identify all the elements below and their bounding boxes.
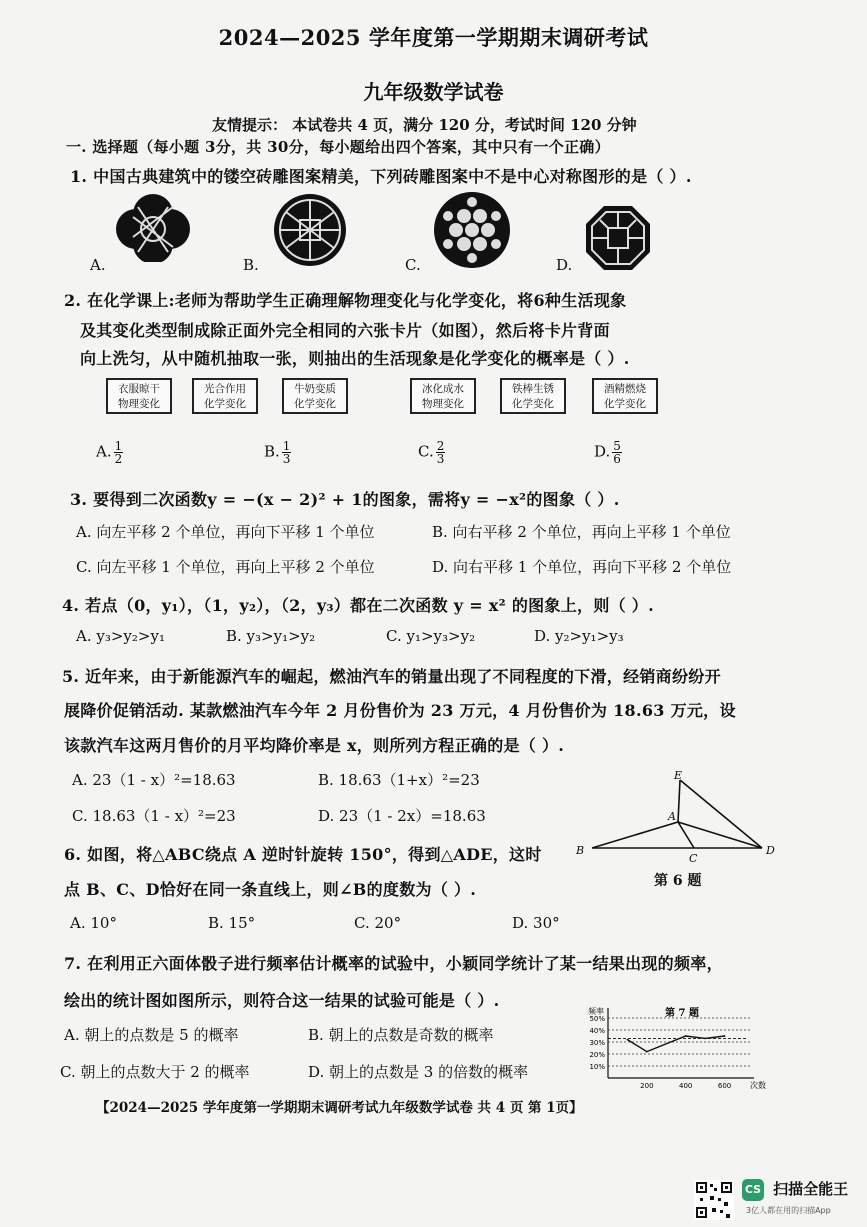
x-tick-label: 400 xyxy=(679,1082,693,1090)
q2-card: 牛奶变质 化学变化 xyxy=(282,378,348,414)
camscanner-logo-icon: CS xyxy=(742,1179,764,1201)
q1-text: 1. 中国古典建筑中的镂空砖雕图案精美，下列砖雕图案中不是中心对称图形的是（ ）. xyxy=(70,167,692,186)
data-point xyxy=(685,1035,687,1037)
q1-label-c: C. xyxy=(405,256,421,274)
q6-option-a: A. 10° xyxy=(70,914,117,932)
q4-option-b: B. y₃>y₁>y₂ xyxy=(226,627,316,645)
y-axis-label: 频率 xyxy=(588,1007,604,1016)
exam-title: 2024—2025 学年度第一学期期末调研考试 xyxy=(218,25,649,50)
q6-option-d: D. 30° xyxy=(512,914,560,932)
scanner-app-name: 扫描全能王 xyxy=(773,1180,849,1198)
q5-option-c: C. 18.63（1 - x）²=23 xyxy=(72,807,236,825)
q6-point-label-c: C xyxy=(689,852,698,865)
q4-option-a: A. y₃>y₂>y₁ xyxy=(76,627,165,645)
q1-label-d: D. xyxy=(556,256,573,274)
q6-line1: 6. 如图，将△ABC绕点 A 逆时针旋转 150°，得到△ADE，这时 xyxy=(64,845,542,864)
q1-label-a: A. xyxy=(90,256,106,274)
q2-card: 冰化成水 物理变化 xyxy=(410,378,476,414)
q5-option-a: A. 23（1 - x）²=18.63 xyxy=(72,771,236,789)
scanner-brand xyxy=(742,1178,848,1201)
q2-card: 衣服晾干 物理变化 xyxy=(106,378,172,414)
q6-point-label-e: E xyxy=(674,770,683,782)
q6-line2: 点 B、C、D恰好在同一条直线上，则∠B的度数为（ ）. xyxy=(64,880,477,899)
scanner-tagline: 3亿人都在用的扫描App xyxy=(746,1206,831,1215)
x-tick-label: 200 xyxy=(640,1082,654,1090)
q7-option-c: C. 朝上的点数大于 2 的概率 xyxy=(60,1063,250,1081)
q6-triangle-figure xyxy=(572,770,782,870)
q4-text: 4. 若点（0，y₁），（1，y₂），（2，y₃）都在二次函数 y = x² 的图象上，则（ ）. xyxy=(62,596,654,615)
q5-line3: 该款汽车这两月售价的月平均降价率是 x，则所列方程正确的是（ ）. xyxy=(64,736,565,755)
q6-option-c: C. 20° xyxy=(354,914,402,932)
q2-option-c: C. $\frac{2}{3}$ xyxy=(418,439,445,466)
q5-line2: 展降价促销活动. 某款燃油汽车今年 2 月份售价为 23 万元，4 月份售价为 18.63 万元，设 xyxy=(64,701,736,720)
q7-option-d: D. 朝上的点数是 3 的倍数的概率 xyxy=(308,1063,529,1081)
q5-option-b: B. 18.63（1+x）²=23 xyxy=(318,771,480,789)
section-heading: 一. 选择题（每小题 3分，共 30分，每小题给出四个答案，其中只有一个正确） xyxy=(66,138,610,156)
exam-subtitle: 九年级数学试卷 xyxy=(363,80,504,104)
q3-option-a: A. 向左平移 2 个单位，再向下平移 1 个单位 xyxy=(76,523,375,541)
x-axis-label: 次数 xyxy=(750,1081,766,1090)
q3-option-c: C. 向左平移 1 个单位，再向上平移 2 个单位 xyxy=(76,558,375,576)
q2-option-d: D. $\frac{5}{6}$ xyxy=(594,439,621,466)
q3-option-b: B. 向右平移 2 个单位，再向上平移 1 个单位 xyxy=(432,523,731,541)
q1-figure-d xyxy=(584,204,652,272)
q7-line1: 7. 在利用正六面体骰子进行频率估计概率的试验中，小颖同学统计了某一结果出现的频率， xyxy=(64,954,723,973)
data-point xyxy=(724,1035,726,1037)
q7-frequency-chart xyxy=(584,1004,770,1096)
y-tick-label: 30% xyxy=(589,1039,605,1047)
y-tick-label: 40% xyxy=(589,1027,605,1035)
q7-option-b: B. 朝上的点数是奇数的概率 xyxy=(308,1026,494,1044)
q7-line2: 绘出的统计图如图所示，则符合这一结果的试验可能是（ ）. xyxy=(64,991,500,1010)
q1-label-b: B. xyxy=(243,256,259,274)
q2-line1: 2. 在化学课上:老师为帮助学生正确理解物理变化与化学变化，将6种生活现象 xyxy=(64,291,627,310)
q3-option-d: D. 向右平移 1 个单位，再向下平移 2 个单位 xyxy=(432,558,732,576)
page-footer: 【2024—2025 学年度第一学期期末调研考试九年级数学试卷 共 4 页 第 1页】 xyxy=(96,1100,583,1116)
y-tick-label: 10% xyxy=(589,1063,605,1071)
q1-figure-c xyxy=(432,190,512,270)
data-point xyxy=(704,1038,706,1040)
exam-tip: 友情提示： 本试卷共 4 页，满分 120 分，考试时间 120 分钟 xyxy=(212,116,637,134)
data-point xyxy=(646,1051,648,1053)
q2-line3: 向上洗匀，从中随机抽取一张，则抽出的生活现象是化学变化的概率是（ ）. xyxy=(80,349,630,368)
q3-text: 3. 要得到二次函数y = −(x − 2)² + 1的图象，需将y = −x²的图象（ ）. xyxy=(70,490,620,509)
x-tick-label: 600 xyxy=(717,1082,732,1090)
q6-point-label-a: A xyxy=(668,810,676,823)
q4-option-c: C. y₁>y₃>y₂ xyxy=(386,627,476,645)
y-tick-label: 20% xyxy=(589,1051,605,1059)
qr-code-icon xyxy=(694,1180,734,1220)
q2-card: 铁棒生锈 化学变化 xyxy=(500,378,566,414)
q2-option-b: B. $\frac{1}{3}$ xyxy=(264,439,291,466)
q2-option-a: A. $\frac{1}{2}$ xyxy=(96,439,123,466)
q1-figure-b xyxy=(272,192,348,268)
q1-figure-a xyxy=(108,192,198,262)
q6-point-label-b: B xyxy=(576,844,585,857)
chart-title: 第 7 题 xyxy=(665,1008,699,1019)
q2-line2: 及其变化类型制成除正面外完全相同的六张卡片（如图），然后将卡片背面 xyxy=(80,321,610,340)
q6-figure-caption: 第 6 题 xyxy=(654,873,702,889)
q2-card: 酒精燃烧 化学变化 xyxy=(592,378,658,414)
q4-option-d: D. y₂>y₁>y₃ xyxy=(534,627,624,645)
q2-card: 光合作用 化学变化 xyxy=(192,378,258,414)
q5-option-d: D. 23（1 - 2x）=18.63 xyxy=(318,807,486,825)
q6-point-label-d: D xyxy=(766,844,775,857)
q7-option-a: A. 朝上的点数是 5 的概率 xyxy=(64,1026,239,1044)
q6-option-b: B. 15° xyxy=(208,914,256,932)
data-point xyxy=(627,1039,629,1041)
q5-line1: 5. 近年来，由于新能源汽车的崛起，燃油汽车的销量出现了不同程度的下滑，经销商纷纷开 xyxy=(62,667,721,686)
y-tick-label: 50% xyxy=(589,1015,605,1023)
